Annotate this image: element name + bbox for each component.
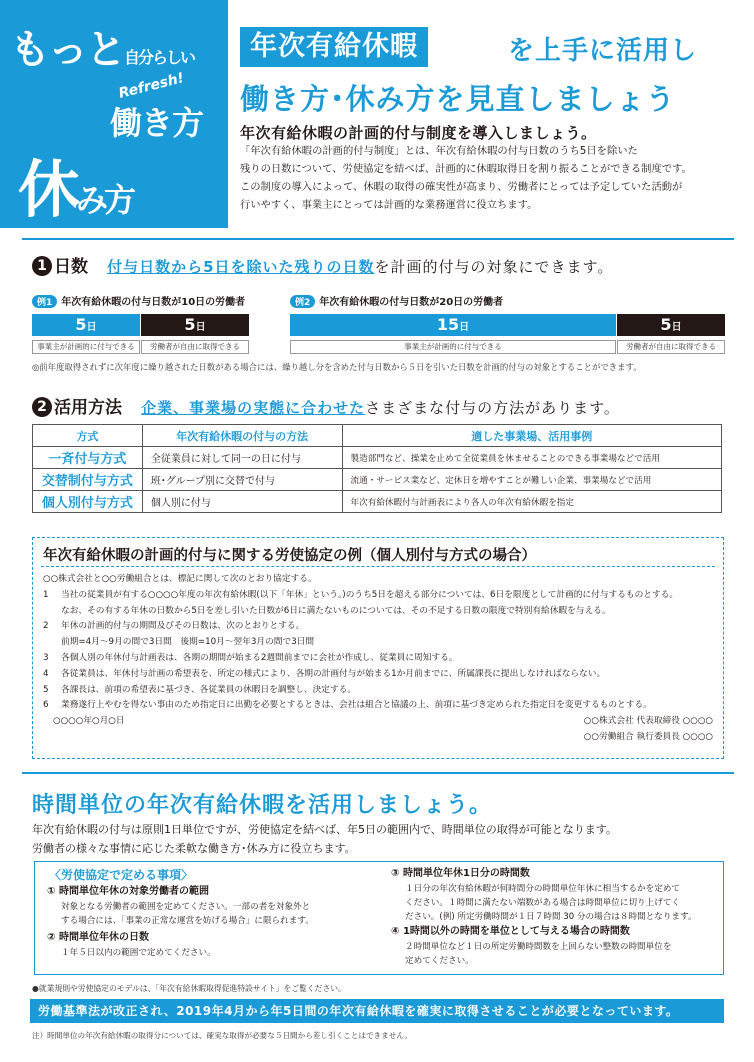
title-highlight: 年次有給休暇 bbox=[240, 27, 428, 67]
agreement-item-number: 4 bbox=[43, 668, 49, 679]
agreement-item-text: なお、その有する年休の日数から5日を差し引いた日数が6日に満たないものについては、その不足する日数の限度で特別有給休暇を与える。 bbox=[61, 605, 611, 616]
method-description: 班･グループ別に交替で付与 bbox=[142, 469, 342, 491]
method-description: 個人別に付与 bbox=[142, 491, 342, 513]
agreement-signature-row bbox=[43, 714, 715, 730]
method-name: 交替制付与方式 bbox=[33, 469, 143, 491]
example2-tag: 例2 bbox=[290, 295, 315, 308]
agreement-item-number: 2 bbox=[43, 621, 49, 632]
example1-tag: 例1 bbox=[32, 295, 57, 308]
agreement-signer-company: ○○株式会社 代表取締役 ○○○○ bbox=[583, 716, 713, 727]
logo-line3 bbox=[18, 140, 132, 228]
agreement-date: ○○○○年○月○日 bbox=[53, 716, 125, 727]
example1-planned-caption: 事業主が計画的に付与できる bbox=[32, 340, 140, 354]
intro-line: この制度の導入によって、休暇の取得の確実性が高まり、労働者にとっては予定していた活動が bbox=[240, 181, 683, 193]
hourly-line: 年次有給休暇の付与は原則1日単位ですが、労使協定を結べば、年5日の範囲内で、時間単位の取得が可能となります。 bbox=[32, 823, 617, 836]
agreement-item bbox=[43, 651, 715, 667]
labor-item-text: 定めてください。 bbox=[405, 956, 474, 966]
example1-free-unit: 日 bbox=[195, 322, 206, 333]
table-row bbox=[33, 447, 722, 469]
section1-lead bbox=[107, 258, 613, 276]
logo-line1-big: もっと bbox=[10, 27, 124, 73]
table-header: 適した事業場、活用事例 bbox=[342, 425, 721, 447]
section1-heading bbox=[32, 257, 88, 277]
table-row bbox=[33, 491, 722, 513]
example1-planned-days: 5 bbox=[75, 315, 87, 334]
section1-header bbox=[32, 252, 613, 277]
bottom-divider bbox=[22, 772, 734, 774]
method-usecase: 製造部門など、操業を止めて全従業員を休ませることのできる事業場などで活用 bbox=[342, 447, 721, 469]
example1-planned-bar bbox=[32, 314, 140, 336]
labor-item-heading: ① 時間単位年休の対象労働者の範囲 bbox=[47, 886, 209, 897]
agreement-item-number bbox=[43, 604, 61, 620]
example2-free-unit: 日 bbox=[671, 322, 682, 333]
agreement-signer-union: ○○労働組合 執行委員長 ○○○○ bbox=[583, 731, 713, 742]
example2-free-days: 5 bbox=[660, 315, 672, 334]
footnote-model-rules: ●就業規則や労使協定のモデルは、「年次有給休暇取得促進特設サイト」をご覧ください。 bbox=[32, 984, 346, 993]
labor-item-text: １年５日以内の範囲で定めてください。 bbox=[61, 948, 216, 958]
example2-planned-days: 15 bbox=[436, 315, 460, 334]
agreement-item-text: 各従業員は、年休付与計画の希望表を、所定の様式により、各期の計画付与が始まる1か月前までに、所属課長に提出しなければならない。 bbox=[61, 668, 606, 679]
labor-item-text: ださい。(例) 所定労働時間が１日７時間 30 分の場合は８時間となります。 bbox=[405, 912, 697, 922]
agreement-item bbox=[43, 604, 715, 620]
agreement-preamble: ○○株式会社と○○労働組合とは、標記に関して次のとおり協定する。 bbox=[43, 574, 317, 584]
method-description: 全従業員に対して同一の日に付与 bbox=[142, 447, 342, 469]
example1-free-bar bbox=[141, 314, 249, 336]
section2-lead-rest: さまざまな付与の方法があります。 bbox=[365, 399, 620, 417]
top-divider bbox=[22, 238, 734, 240]
agreement-item bbox=[43, 667, 715, 683]
logo-line3-big: 休 bbox=[18, 153, 77, 226]
example1-planned-unit: 日 bbox=[86, 322, 97, 333]
agreement-item-number: 3 bbox=[43, 652, 49, 663]
title-rest: を上手に活用し bbox=[508, 36, 698, 66]
logo-line1 bbox=[10, 18, 194, 75]
method-table bbox=[32, 424, 722, 513]
labor-item-text: １日分の年次有給休暇が何時間分の時間単位年休に相当するかを定めて bbox=[405, 884, 681, 894]
agreement-item bbox=[43, 588, 715, 604]
method-name: 個人別付与方式 bbox=[33, 491, 143, 513]
table-header: 方式 bbox=[33, 425, 143, 447]
agreement-item-text: 業務遂行上やむを得ない事由のため指定日に出勤を必要とするときは、会社は組合と協議の上、前項に基づき定められた指定日を変更するものとする。 bbox=[61, 700, 652, 711]
section2-number: 2 bbox=[32, 397, 52, 417]
labor-box-caption: 〈労使協定で定める事項〉 bbox=[49, 868, 194, 882]
agreement-body bbox=[43, 572, 715, 746]
method-usecase: 流通・サービス業など、定休日を増やすことが難しい企業、事業場などで活用 bbox=[342, 469, 721, 491]
labor-item-text: ２時間単位など１日の所定労働時間数を上回らない整数の時間単位を bbox=[405, 942, 672, 952]
example2-planned-caption: 事業主が計画的に付与できる bbox=[290, 340, 616, 354]
law-revision-banner: 労働基準法が改正され、2019年4月から年5日間の年次有給休暇を確実に取得させることが必要となっています。 bbox=[30, 999, 724, 1023]
section1-lead-highlight: 付与日数から5日を除いた残りの日数 bbox=[107, 258, 375, 276]
intro-text bbox=[240, 142, 740, 214]
intro-line: 残りの日数について、労使協定を結べば、計画的に休暇取得日を割り振ることができる制度です。 bbox=[240, 163, 692, 175]
section2-header bbox=[32, 393, 620, 418]
table-header: 年次有給休暇の付与の方法 bbox=[142, 425, 342, 447]
agreement-item bbox=[43, 619, 715, 635]
labor-agreement-box bbox=[34, 861, 724, 975]
logo-refresh: Refresh! bbox=[117, 70, 186, 102]
agreement-example-box bbox=[32, 537, 724, 759]
example1-label bbox=[32, 293, 245, 308]
agreement-item-text: 当社の従業員が有する○○○○年度の年次有給休暇(以下「年休」という。)のうち5日を超える部分については、6日を限度として計画的に付与するものとする。 bbox=[61, 589, 679, 600]
section2-lead bbox=[141, 399, 620, 417]
title-line2: 働き方･休み方を見直しましょう bbox=[240, 82, 676, 116]
labor-item-heading: ③ 時間単位年休1日分の時間数 bbox=[391, 868, 530, 879]
labor-left-column bbox=[47, 884, 377, 960]
logo-line3-small: み方 bbox=[76, 181, 133, 219]
section1-heading-text: 日数 bbox=[54, 257, 88, 277]
labor-item-heading: ④ 1時間以外の時間を単位として与える場合の時間数 bbox=[391, 926, 630, 937]
method-name: 一斉付与方式 bbox=[33, 447, 143, 469]
hourly-title: 時間単位の年次有給休暇を活用しましょう。 bbox=[32, 793, 493, 818]
footnote-hourly-note: 注）時間単位の年次有給休暇の取得分については、確実な取得が必要な５日間から差し引くことはできません。 bbox=[32, 1031, 412, 1040]
intro-line: 「年次有給休暇の計画的付与制度」とは、年次有給休暇の付与日数のうち5日を除いた bbox=[240, 145, 638, 157]
example2-planned-unit: 日 bbox=[459, 322, 470, 333]
section2-heading-text: 活用方法 bbox=[54, 398, 122, 418]
agreement-title: 年次有給休暇の計画的付与に関する労使協定の例（個人別付与方式の場合） bbox=[43, 548, 536, 564]
agreement-item bbox=[43, 698, 715, 714]
table-row bbox=[33, 469, 722, 491]
logo-line1-small: 自分らしい bbox=[124, 48, 195, 67]
agreement-item-text: 前期=4月～9月の間で3日間 後期=10月～翌年3月の間で3日間 bbox=[61, 637, 315, 648]
labor-item-heading: ② 時間単位年休の日数 bbox=[47, 932, 149, 943]
labor-right-column bbox=[391, 866, 721, 968]
hourly-line: 労働者の様々な事情に応じた柔軟な働き方･休み方に役立ちます。 bbox=[32, 842, 356, 855]
hourly-text bbox=[32, 820, 617, 858]
agreement-item-text: 各個人別の年休付与計画表は、各期の期間が始まる2週間前までに会社が作成し、従業員に周知する。 bbox=[61, 652, 458, 663]
agreement-item-number bbox=[43, 635, 61, 651]
example1-free-caption: 労働者が自由に取得できる bbox=[141, 340, 249, 354]
agreement-title-underline bbox=[41, 566, 715, 567]
intro-line: 行いやすく、事業主にとっては計画的な業務運営に役立ちます。 bbox=[240, 199, 538, 211]
section2-heading bbox=[32, 398, 122, 418]
logo-line2: 働き方 bbox=[110, 104, 204, 142]
section1-number: 1 bbox=[32, 256, 52, 276]
method-usecase: 年次有給休暇付与計画表により各人の年次有給休暇を指定 bbox=[342, 491, 721, 513]
example2-label-text: 年次有給休暇の付与日数が20日の労働者 bbox=[319, 297, 504, 308]
section1-lead-rest: を計画的付与の対象にできます。 bbox=[374, 258, 614, 276]
example2-free-caption: 労働者が自由に取得できる bbox=[617, 340, 725, 354]
example2-label bbox=[290, 293, 503, 308]
intro-heading: 年次有給休暇の計画的付与制度を導入しましょう。 bbox=[240, 124, 597, 142]
example1-label-text: 年次有給休暇の付与日数が10日の労働者 bbox=[61, 297, 246, 308]
section2-lead-highlight: 企業、事業場の実態に合わせた bbox=[141, 399, 366, 417]
agreement-item bbox=[43, 635, 715, 651]
agreement-item-text: 年休の計画的付与の期間及びその日数は、次のとおりとする。 bbox=[61, 621, 305, 632]
agreement-item bbox=[43, 683, 715, 699]
campaign-logo bbox=[0, 0, 228, 228]
table-header-row bbox=[33, 425, 722, 447]
example2-planned-bar bbox=[290, 314, 616, 336]
example1-free-days: 5 bbox=[184, 315, 196, 334]
example2-free-bar bbox=[617, 314, 725, 336]
agreement-item-number: 6 bbox=[43, 700, 49, 711]
labor-item-text: ください。１時間に満たない端数がある場合は時間単位に切り上げてく bbox=[405, 898, 681, 908]
labor-item-text: 対象となる労働者の範囲を定めてください。一部の者を対象外と bbox=[61, 902, 311, 912]
section1-note: ◎前年度取得されずに次年度に繰り越された日数がある場合には、繰り越し分を含めた付与日数から５日を引いた日数を計画的付与の対象とすることができます。 bbox=[32, 362, 642, 372]
labor-item-text: する場合には、「事業の正常な運営を妨げる場合」に限られます。 bbox=[61, 916, 314, 926]
agreement-item-number: 5 bbox=[43, 684, 49, 695]
agreement-item-number: 1 bbox=[43, 589, 49, 600]
agreement-item-text: 各課長は、前項の希望表に基づき、各従業員の休暇日を調整し、決定する。 bbox=[61, 684, 357, 695]
